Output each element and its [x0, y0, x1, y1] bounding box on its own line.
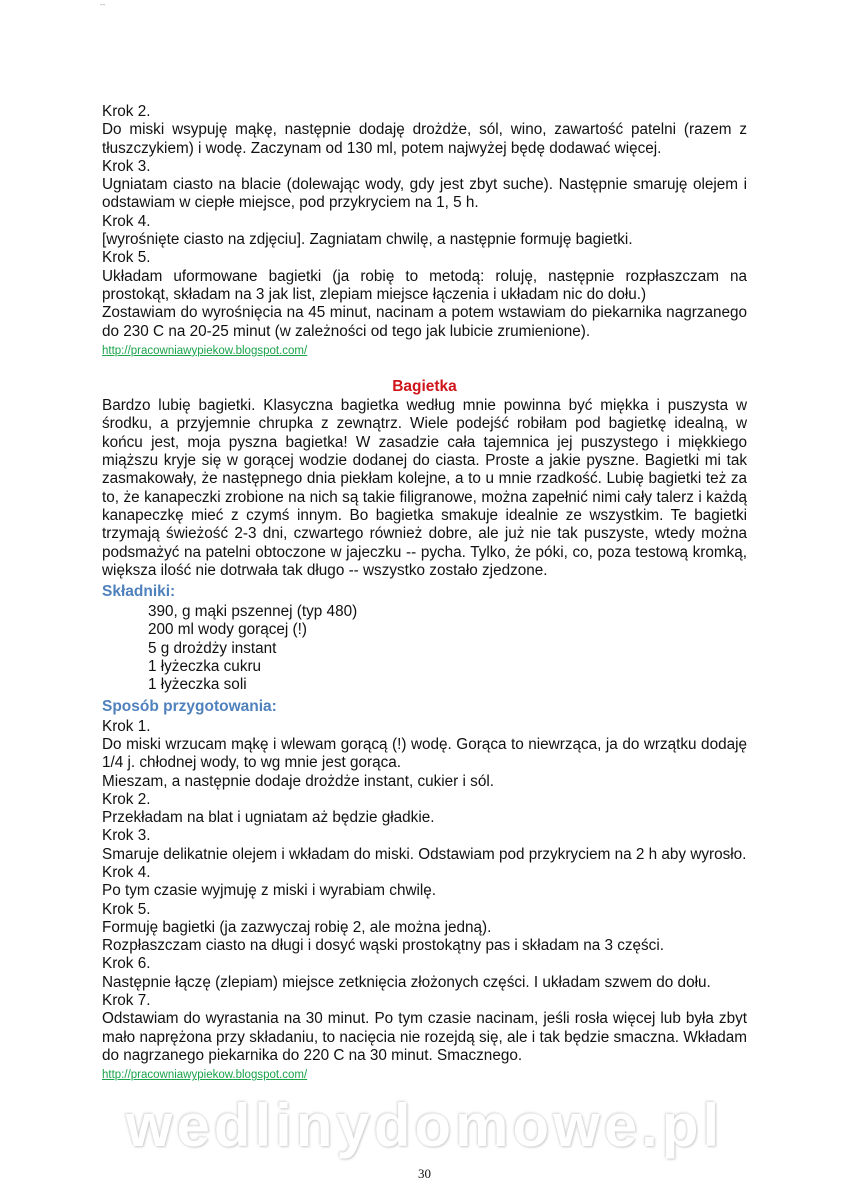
step-text: Przekładam na blat i ugniatam aż będzie gładkie.	[102, 809, 435, 827]
step-text: Formuję bagietki (ja zazwyczaj robię 2, ale można jedną).	[102, 918, 492, 936]
step-text: Rozpłaszczam ciasto na długi i dosyć wąski prostokątny pas i składam na 3 części.	[102, 937, 664, 955]
step-label: Krok 4.	[102, 863, 151, 881]
ingredient-item: 1 łyżeczka cukru	[148, 658, 262, 676]
step-label: Krok 3.	[102, 157, 151, 175]
previous-recipe-steps	[102, 103, 747, 359]
step-label: Krok 7.	[102, 992, 151, 1010]
ingredients-heading: Składniki:	[102, 583, 176, 601]
page-number: 30	[418, 1165, 431, 1181]
recipe-title: Bagietka	[392, 378, 457, 396]
step-text: Smaruje delikatnie olejem i wkładam do miski. Odstawiam pod przykryciem na 2 h aby wyrosło.	[102, 845, 747, 863]
step-label: Krok 5.	[102, 900, 151, 918]
step-text: [wyrośnięte ciasto na zdjęciu]. Zagniatam chwilę, a następnie formuję bagietki.	[102, 231, 633, 249]
ingredient-item: 5 g drożdży instant	[148, 639, 277, 657]
ingredient-item: 200 ml wody gorącej (!)	[148, 621, 307, 639]
step-text: Układam uformowane bagietki (ja robię to metodą: roluję, następnie rozpłaszczam na prostokąt, składam na 3 jak list, zlepiam miejsce łączenia i układam nic do dołu.)	[102, 267, 747, 303]
step-label: Krok 3.	[102, 827, 151, 845]
ingredient-item: 1 łyżeczka soli	[148, 676, 247, 694]
ingredients-list	[102, 603, 747, 694]
top-mark: --	[100, 0, 106, 9]
source-link[interactable]: http://pracowniawypiekow.blogspot.com/	[102, 344, 308, 357]
step-label: Krok 2.	[102, 103, 151, 120]
step-label: Krok 1.	[102, 717, 151, 735]
ingredient-item: 390, g mąki pszennej (typ 480)	[148, 603, 358, 621]
page-content	[102, 0, 747, 1202]
step-label: Krok 6.	[102, 955, 151, 973]
step-label: Krok 5.	[102, 249, 151, 267]
step-text: Mieszam, a następnie dodaje drożdże instant, cukier i sól.	[102, 772, 494, 790]
watermark: wedlinydomowe.pl	[125, 1091, 724, 1159]
step-text: Odstawiam do wyrastania na 30 minut. Po tym czasie nacinam, jeśli rosła więcej lub była zbyt mało naprężona przy składaniu, to nacięcia nie rozejdą się, ale i tak będzie smaczna. Wkładam do nagrzanego piekarnika do 220 C na 30 minut. Smacznego.	[102, 1010, 747, 1064]
step-text: Do miski wrzucam mąkę i wlewam gorącą (!) wodę. Gorąca to niewrząca, ja do wrzątku dodaję 1/4 j. chłodnej wody, to wg mnie jest gorąca.	[102, 735, 747, 772]
recipe-intro: Bardzo lubię bagietki. Klasyczna bagietka według mnie powinna być miękka i puszysta w środku, a przyjemnie chrupka z zewnątrz. Wiele podejść robiłam pod bagietkę idealną, w końcu jest, moja pyszna bagietka! W zasadzie cała tajemnica jej puszystego i miękkiego miąższu kryje się w gorącej wodzie dodanej do ciasta. Proste a jakie pyszne. Bagietki mi tak zasmakowały, że następnego dnia piekłam kolejne, a to u mnie rzadkość. Lubię bagietki też za to, że kanapeczki zrobione na nich są takie filigranowe, można zapełnić nimi cały talerz i każdą kanapeczkę mieć z czymś innym. Bo bagietka smakuje idealnie ze wszystkim. Te bagietki trzymają świeżość 2-3 dni, czwartego również dobre, ale już nie tak puszyste, wtedy można podsmażyć na patelni obtoczone w jajeczku -- pycha. Tylko, że póki, co, poza testową kromką, większa ilość nie dotrwała tak długo -- wszystko zostało zjedzone.	[102, 397, 747, 579]
step-text: Do miski wsypuję mąkę, następnie dodaję drożdże, sól, wino, zawartość patelni (razem z tłuszczykiem) i wodę. Zaczynam od 130 ml, potem najwyżej będę dodawać więcej.	[102, 121, 747, 157]
recipe-bagietka	[102, 377, 747, 1083]
step-text: Ugniatam ciasto na blacie (dolewając wody, gdy jest zbyt suche). Następnie smaruję olejem i odstawiam w ciepłe miejsce, pod przykryciem na 1, 5 h.	[102, 176, 747, 212]
step-text: Po tym czasie wyjmuję z miski i wyrabiam chwilę.	[102, 882, 437, 900]
method-heading: Sposób przygotowania:	[102, 697, 277, 715]
source-link[interactable]: http://pracowniawypiekow.blogspot.com/	[102, 1069, 308, 1082]
step-label: Krok 4.	[102, 212, 151, 230]
step-label: Krok 2.	[102, 790, 151, 808]
step-text: Zostawiam do wyrośnięcia na 45 minut, nacinam a potem wstawiam do piekarnika nagrzanego do 230 C na 20-25 minut (w zależności od tego jak lubicie zrumienione).	[102, 304, 747, 340]
step-text: Następnie łączę (zlepiam) miejsce zetknięcia złożonych części. I układam szwem do dołu.	[102, 973, 711, 991]
